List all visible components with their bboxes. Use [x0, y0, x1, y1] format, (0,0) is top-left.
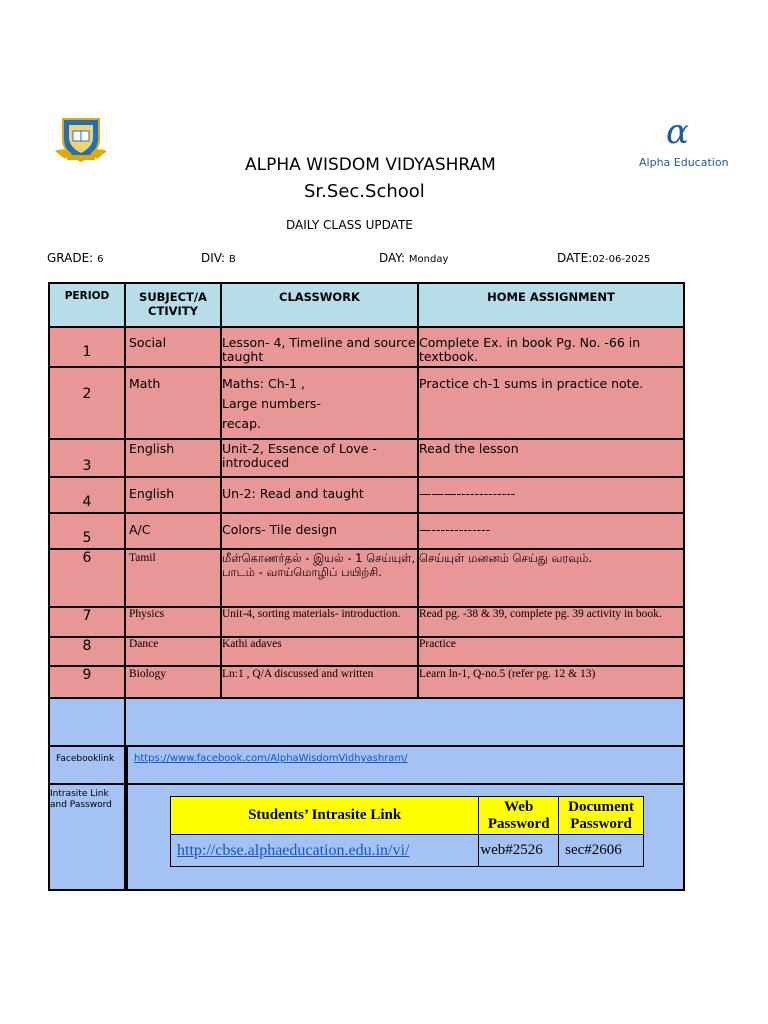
- facebook-label: Facebooklink: [50, 747, 126, 783]
- classwork-cell: மீள்கொணர்தல் - இயல் - 1 செய்யுள், பாடம் - வாய்மொழிப் பயிற்சி.: [222, 550, 419, 606]
- period-number: 7: [50, 608, 126, 636]
- day-field: [379, 251, 448, 265]
- intrasite-header-doc: [559, 797, 644, 835]
- grade-value: 6: [97, 254, 104, 265]
- document-password: sec#2606: [559, 835, 644, 867]
- classwork-cell: [222, 368, 419, 438]
- school-type: Sr.Sec.School: [304, 181, 425, 202]
- homework-cell: Practice ch-1 sums in practice note.: [419, 376, 644, 391]
- intrasite-label: Intrasite Link and Password: [50, 785, 126, 889]
- homework-cell: Practice: [419, 638, 457, 650]
- homework-cell: Read pg. -38 & 39, complete pg. 39 activity in book.: [419, 608, 662, 620]
- intrasite-header-link: Students’ Intrasite Link: [171, 797, 479, 835]
- subject-cell: Physics: [126, 608, 222, 636]
- facebook-row: [50, 747, 683, 785]
- homework-cell: —-------------: [419, 522, 491, 537]
- classwork-cell: Ln:1 , Q/A discussed and written: [222, 667, 419, 697]
- blank-cell: [126, 699, 683, 745]
- facebook-link-cell: [126, 747, 683, 783]
- classwork-cell: Lesson- 4, Timeline and source taught: [222, 328, 419, 366]
- classwork-line: Large numbers-: [222, 396, 321, 411]
- table-row: [50, 368, 683, 440]
- subject-cell: A/C: [126, 514, 222, 548]
- div-field: [201, 251, 236, 265]
- report-title: DAILY CLASS UPDATE: [286, 218, 413, 232]
- header-subject-line2: CTIVITY: [148, 304, 198, 318]
- table-row: [50, 478, 683, 514]
- period-number: 3: [50, 440, 126, 476]
- classwork-cell: Un-2: Read and taught: [222, 478, 419, 512]
- table-row: [50, 667, 683, 699]
- div-value: B: [228, 254, 236, 265]
- table-row: [50, 440, 683, 478]
- header-web-line1: Web: [504, 798, 534, 815]
- header-period: PERIOD: [50, 284, 126, 326]
- homework-cell: Complete Ex. in book Pg. No. -66 in textbook.: [419, 335, 641, 364]
- web-password: web#2526: [479, 835, 559, 867]
- subject-cell: Biology: [126, 667, 222, 697]
- period-number: 1: [50, 328, 126, 366]
- alpha-education-logo: [636, 112, 729, 170]
- classwork-cell: Unit-2, Essence of Love - introduced: [222, 440, 419, 476]
- classwork-line: recap.: [222, 416, 261, 431]
- intrasite-table: [170, 796, 644, 867]
- alpha-logo-glyph: α: [666, 112, 689, 152]
- period-number: 2: [50, 368, 126, 438]
- class-update-table: [48, 282, 685, 891]
- table-header-row: [50, 284, 683, 328]
- grade-field: [47, 251, 103, 265]
- period-number: 6: [50, 550, 126, 606]
- classwork-cell: Unit-4, sorting materials- introduction.: [222, 608, 419, 636]
- homework-cell: செய்யுள் மனனம் செய்து வரவும்.: [419, 551, 593, 565]
- homework-cell: ———-------------: [419, 486, 516, 501]
- period-number: 4: [50, 478, 126, 512]
- homework-cell: Read the lesson: [419, 441, 519, 456]
- period-number: 5: [50, 514, 126, 548]
- table-row: [50, 608, 683, 638]
- day-value: Monday: [408, 254, 449, 265]
- classwork-cell: Colors- Tile design: [222, 514, 419, 548]
- table-row: [50, 514, 683, 550]
- subject-cell: English: [126, 478, 222, 512]
- blank-row: [50, 699, 683, 747]
- date-value: 02-06-2025: [592, 254, 651, 265]
- intrasite-data-row: [171, 835, 644, 867]
- div-label: DIV:: [201, 251, 226, 265]
- header-doc-line1: Document: [568, 798, 634, 815]
- subject-cell: Tamil: [126, 550, 222, 606]
- classwork-line: Maths: Ch-1 ,: [222, 376, 306, 391]
- school-name: ALPHA WISDOM VIDYASHRAM: [245, 155, 496, 175]
- day-label: DAY:: [379, 251, 406, 265]
- subject-cell: Dance: [126, 638, 222, 665]
- table-row: [50, 638, 683, 667]
- table-row: [50, 328, 683, 368]
- period-number: 9: [50, 667, 126, 697]
- intrasite-link[interactable]: http://cbse.alphaeducation.edu.in/vi/: [177, 841, 410, 859]
- subject-cell: Social: [126, 328, 222, 366]
- table-row: [50, 550, 683, 608]
- header-web-line2: Password: [487, 815, 550, 832]
- homework-cell: Learn ln-1, Q-no.5 (refer pg. 12 & 13): [419, 668, 596, 680]
- subject-cell: English: [126, 440, 222, 476]
- period-number: 8: [50, 638, 126, 665]
- grade-label: GRADE:: [47, 251, 94, 265]
- header-classwork: CLASSWORK: [222, 284, 419, 326]
- intrasite-header-row: [171, 797, 644, 835]
- blank-cell: [50, 699, 126, 745]
- classwork-cell: Kathi adaves: [222, 638, 419, 665]
- header-doc-line2: Password: [570, 815, 632, 832]
- intrasite-link-cell: [171, 835, 479, 867]
- intrasite-header-web: [479, 797, 559, 835]
- date-field: [557, 251, 650, 265]
- header-subject-line1: SUBJECT/A: [139, 290, 207, 304]
- alpha-logo-text: Alpha Education: [639, 156, 729, 169]
- date-label: DATE:: [557, 251, 593, 265]
- school-crest-logo: [55, 117, 107, 163]
- header-home-assignment: HOME ASSIGNMENT: [487, 290, 615, 304]
- facebook-link[interactable]: https://www.facebook.com/AlphaWisdomVidhyashram/: [134, 753, 408, 764]
- subject-cell: Math: [126, 368, 222, 438]
- header-subject: [126, 284, 222, 326]
